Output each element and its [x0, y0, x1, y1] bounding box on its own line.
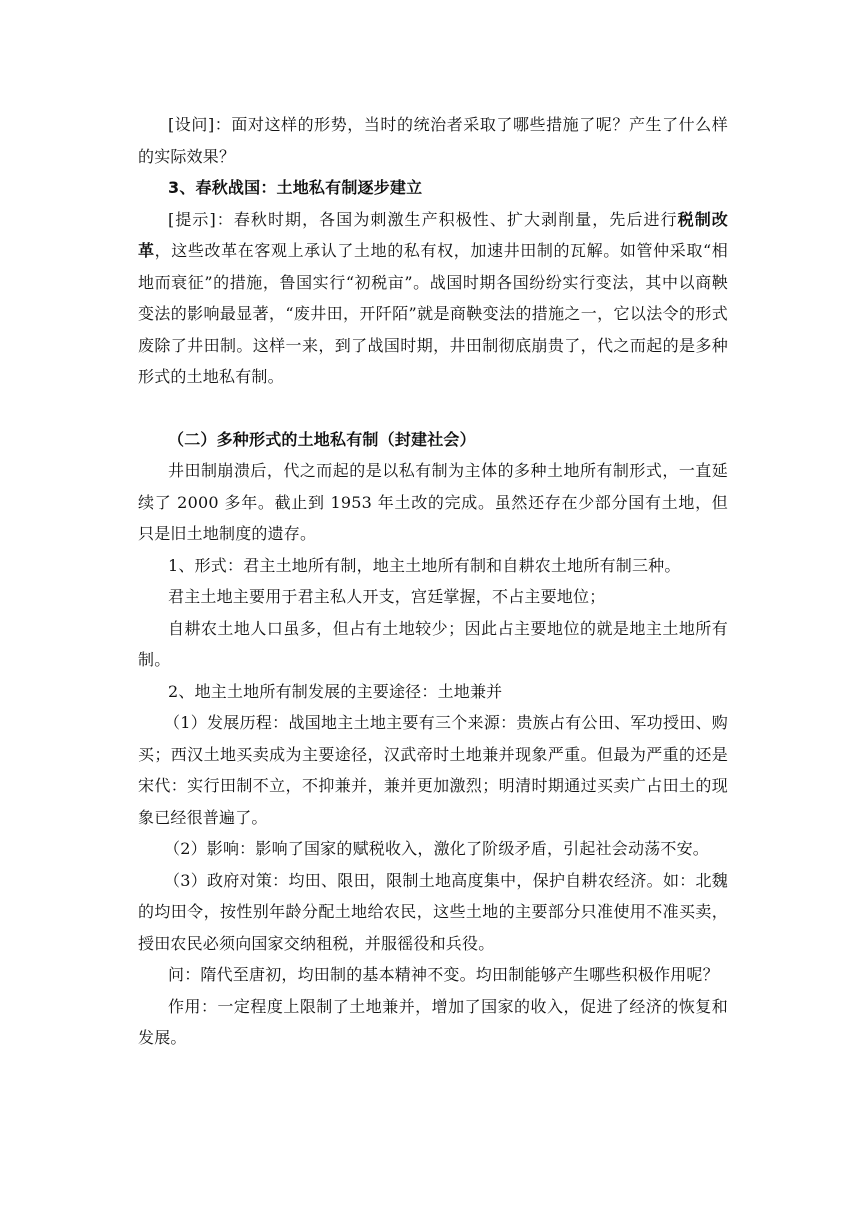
document-body	[138, 109, 728, 1054]
forms-paragraph: 1、形式：君主土地所有制，地主土地所有制和自耕农土地所有制三种。	[168, 555, 681, 575]
monarch-land-paragraph: 君主土地主要用于君主私人开支，宫廷掌握，不占主要地位；	[168, 587, 606, 606]
hint-text-end: ，这些改革在客观上承认了土地的私有权，加速井田制的瓦解。如管仲采取“相地而衰征”的措施，鲁国实行“初税亩”。战国时期各国纷纷实行变法，其中以商鞅变法的影响最显著，“废井田，开阡陌”就是商鞅变法的措施之一，它以法令的形式废除了井田制。这样一来，到了战国时期，井田制彻底崩贵了，代之而起的是多种形式的土地私有制。	[138, 241, 728, 386]
intro-paragraph: 井田制崩溃后，代之而起的是以私有制为主体的多种土地所有制形式，一直延续了 2000 多年。截止到 1953 年土改的完成。虽然还存在少部分国有土地，但只是旧土地制度的遗存。	[138, 461, 728, 543]
section-heading-spring-autumn: 3、春秋战国：土地私有制逐步建立	[168, 178, 423, 197]
peasant-land-paragraph: 自耕农土地人口虽多，但占有土地较少；因此占主要地位的就是地主土地所有制。	[138, 618, 728, 669]
hint-paragraph	[138, 204, 728, 393]
impact-paragraph: （2）影响：影响了国家的赋税收入，激化了阶级矛盾，引起社会动荡不安。	[164, 839, 709, 858]
paragraph-gap	[138, 393, 728, 424]
hint-text-start: [提示]：春秋时期，各国为刺激生产积极性、扩大剥削量，先后进行	[168, 209, 678, 229]
annexation-heading-paragraph: 2、地主土地所有制发展的主要途径：土地兼并	[168, 681, 503, 701]
section-heading-private-land: （二）多种形式的土地私有制（封建社会）	[168, 429, 476, 449]
hint-bold-tax-reform: 税制改革	[138, 209, 728, 260]
policy-paragraph: （3）政府对策：均田、限田，限制土地高度集中，保护自耕农经济。如：北魏的均田令，按性别年龄分配土地给农民，这些土地的主要部分只准使用不准买卖，授田农民必须向国家交纳租税，并服徭役和兵役。	[138, 870, 728, 953]
effect-paragraph: 作用：一定程度上限制了土地兼并，增加了国家的收入，促进了经济的恢复和发展。	[138, 996, 728, 1047]
question-equal-field-paragraph: 问：隋代至唐初，均田制的基本精神不变。均田制能够产生哪些积极作用呢？	[168, 965, 719, 984]
development-paragraph: （1）发展历程：战国地主土地主要有三个来源：贵族占有公田、军功授田、购买；西汉土地买卖成为主要途径，汉武帝时土地兼并现象严重。但最为严重的还是宋代：实行田制不立，不抑兼并，兼并更加激烈；明清时期通过买卖广占田土的现象已经很普遍了。	[138, 713, 728, 827]
question-paragraph: [设问]：面对这样的形势，当时的统治者采取了哪些措施了呢？产生了什么样的实际效果？	[138, 115, 728, 166]
